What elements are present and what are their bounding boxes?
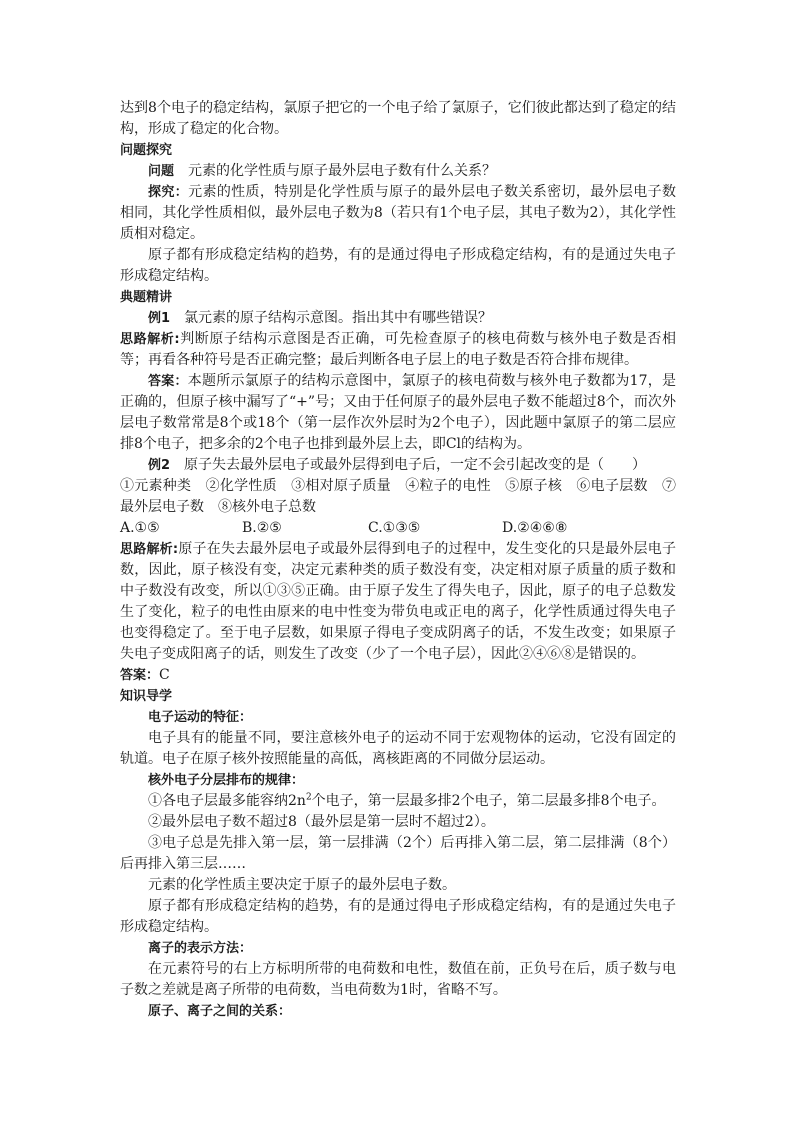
rule-1-part-a: ①各电子层最多能容纳2n xyxy=(148,793,306,809)
example-2-text: 原子失去最外层电子或最外层得到电子后，一定不会引起改变的是（ ） xyxy=(184,457,647,473)
example-2-answer xyxy=(120,665,676,686)
exploration xyxy=(120,182,676,245)
example-1-analysis-label: 思路解析: xyxy=(120,332,180,347)
rule-2: ②最外层电子数不超过8（最外层是第一层时不超过2）。 xyxy=(148,814,495,830)
document-page xyxy=(120,98,676,1022)
choice-d: D.②④⑥⑧ xyxy=(502,520,568,536)
exploration-text: 元素的性质，特别是化学性质与原子的最外层电子数关系密切，最外层电子数相同，其化学性质相似，最外层电子数为8（若只有1个电子层，其电子数为2），其化学性质相对稳定。 xyxy=(120,184,676,242)
example-1-analysis xyxy=(120,329,676,371)
example-2-label: 例2 xyxy=(148,458,171,473)
guide-title-3: 离子的表示方法： xyxy=(148,941,253,956)
example-2-analysis xyxy=(120,539,676,665)
heading-problem: 问题探究 xyxy=(120,143,173,158)
guide-paragraph-1: 电子具有的能量不同，要注意核外电子的运动不同于宏观物体的运动，它没有固定的轨道。电子在原子核外按照能量的高低，离核距离的不同做分层运动。 xyxy=(120,730,676,767)
guide-paragraph-3: 原子都有形成稳定结构的趋势，有的是通过得电子形成稳定结构，有的是通过失电子形成稳定结构。 xyxy=(120,898,676,935)
choice-c: C.①③⑤ xyxy=(368,520,421,536)
choice-a: A.①⑤ xyxy=(120,520,160,536)
heading-guide: 知识导学 xyxy=(120,689,173,704)
example-1-answer xyxy=(120,371,676,455)
rule-1-superscript: 2 xyxy=(305,792,312,803)
example-1-analysis-text: 判断原子结构示意图是否正确，可先检查原子的核电荷数与核外电子数是否相等；再看各种符号是否正确完整；最后判断各电子层上的电子数是否符合排布规律。 xyxy=(120,331,677,368)
question-text: 元素的化学性质与原子最外层电子数有什么关系？ xyxy=(188,163,497,179)
heading-examples: 典题精讲 xyxy=(120,290,173,305)
example-1 xyxy=(120,308,676,329)
example-2-analysis-text: 原子在失去最外层电子或最外层得到电子的过程中，发生变化的只是最外层电子数，因此，原子核没有变，决定元素种类的质子数没有变，决定相对原子质量的质子数和中子数没有改变，所以①③⑤正确。由于原子发生了得失电子，因此，原子的电子总数发生了变化，粒子的电性由原来的电中性变为带负电或正电的离子，化学性质通过得失电子也变得稳定了。至于电子层数，如果原子得电子变成阴离子的话，不发生改变；如果原子失电子变成阳离子的话，则发生了改变（少了一个电子层），因此②④⑥⑧是错误的。 xyxy=(120,541,677,662)
question xyxy=(120,161,676,182)
guide-paragraph-2: 元素的化学性质主要决定于原子的最外层电子数。 xyxy=(148,877,456,893)
example-2-analysis-label: 思路解析: xyxy=(120,542,179,557)
guide-title-2: 核外电子分层排布的规律： xyxy=(148,773,305,788)
example-2-items: ①元素种类 ②化学性质 ③相对原子质量 ④粒子的电性 ⑤原子核 ⑥电子层数 ⑦最外层电子数 ⑧核外电子总数 xyxy=(120,478,676,515)
rule-1-part-b: 个电子，第一层最多排2个电子，第二层最多排8个电子。 xyxy=(311,793,666,809)
exploration-label: 探究： xyxy=(148,185,189,200)
problem-paragraph-2: 原子都有形成稳定结构的趋势，有的是通过得电子形成稳定结构，有的是通过失电子形成稳定结构。 xyxy=(120,247,676,284)
example-2-answer-text: C xyxy=(159,667,170,683)
example-1-label: 例1 xyxy=(148,311,171,326)
example-2 xyxy=(120,455,676,476)
guide-title-1: 电子运动的特征： xyxy=(148,710,253,725)
rule-1 xyxy=(120,791,676,812)
example-1-text: 氯元素的原子结构示意图。指出其中有哪些错误？ xyxy=(184,310,493,326)
example-1-answer-text: 本题所示氯原子的结构示意图中，氯原子的核电荷数与核外电子数都为17，是正确的，但原子核中漏写了“+”号；又由于任何原子的最外层电子数不能超过8个，而次外层电子数常常是8个或18个（第一层作次外层时为2个电子），因此题中氯原子的第二层应排8个电子，把多余的2个电子也排到最外层上去，即Cl的结构为。 xyxy=(120,373,676,452)
intro-paragraph: 达到8个电子的稳定结构，氯原子把它的一个电子给了氯原子，它们彼此都达到了稳定的结构，形成了稳定的化合物。 xyxy=(120,100,676,137)
question-label: 问题 xyxy=(148,164,175,179)
guide-title-4: 原子、离子之间的关系： xyxy=(148,1004,292,1019)
choice-b: B.②⑤ xyxy=(242,520,282,536)
example-1-answer-label: 答案： xyxy=(148,374,188,389)
example-2-choices xyxy=(120,518,676,539)
rule-3: ③电子总是先排入第一层，第一层排满（2个）后再排入第二层，第二层排满（8个）后再排入第三层…… xyxy=(120,835,676,872)
example-2-answer-label: 答案： xyxy=(120,668,160,683)
guide-paragraph-4: 在元素符号的右上方标明所带的电荷数和电性，数值在前，正负号在后，质子数与电子数之差就是离子所带的电荷数，当电荷数为1时，省略不写。 xyxy=(120,961,676,998)
